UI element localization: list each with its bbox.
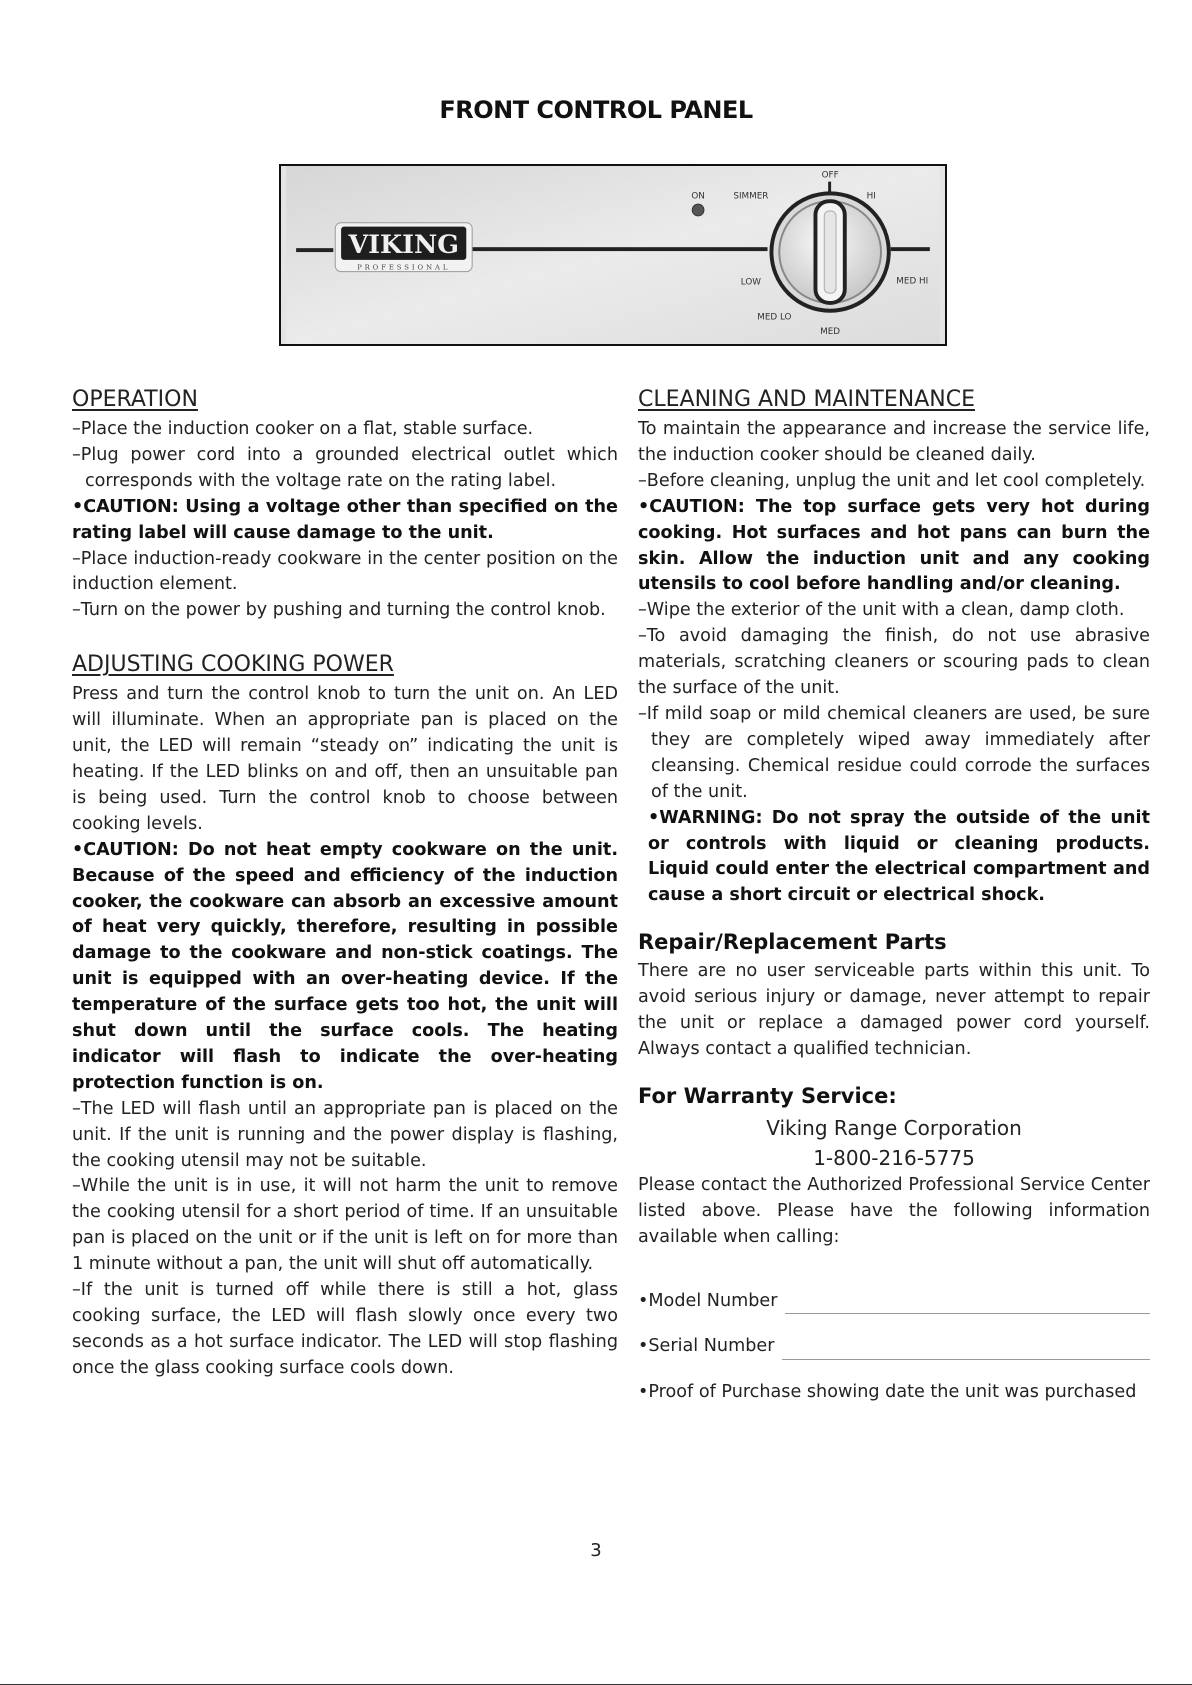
operation-caution-label: •CAUTION: bbox=[72, 496, 179, 517]
control-knob bbox=[771, 193, 888, 310]
repair-text: There are no user serviceable parts within this unit. To avoid serious injury or damage, never attempt to repair the unit or replace a damaged power cord yourself. Always contact a qualified technician. bbox=[638, 961, 1150, 1059]
operation-item-4: –Turn on the power by pushing and turning the control knob. bbox=[72, 600, 606, 621]
cleaning-warning bbox=[638, 806, 1150, 910]
model-number-line bbox=[785, 1295, 1150, 1314]
model-number-field bbox=[638, 1289, 1150, 1315]
cleaning-item-1: –Before cleaning, unplug the unit and let cool completely. bbox=[638, 470, 1146, 491]
cleaning-intro: To maintain the appearance and increase the service life, the induction cooker should be cleaned daily. bbox=[638, 419, 1150, 465]
viking-logo bbox=[335, 223, 472, 272]
dial-label-simmer: SIMMER bbox=[733, 191, 769, 202]
control-panel-image bbox=[279, 164, 947, 346]
serial-number-field bbox=[638, 1334, 1150, 1360]
cleaning-heading: CLEANING AND MAINTENANCE bbox=[638, 387, 975, 412]
adjusting-item-2: –While the unit is in use, it will not harm the unit to remove the cooking utensil for a short period of time. If an unsuitable pan is placed on the unit or if the unit is left on for more than 1 minute without a pan, the unit will shut off automatically. bbox=[72, 1176, 618, 1275]
page-number: 3 bbox=[590, 1540, 602, 1561]
dial-label-off: OFF bbox=[821, 170, 839, 181]
dial-label-med-lo: MED LO bbox=[757, 312, 792, 323]
operation-item-3: –Place induction-ready cookware in the center position on the induction element. bbox=[72, 548, 618, 595]
cleaning-caution bbox=[638, 495, 1150, 599]
left-column bbox=[72, 385, 618, 1382]
dial-label-hi: HI bbox=[866, 191, 876, 202]
operation-item-2: –Plug power cord into a grounded electrical outlet which corresponds with the voltage rate on the rating label. bbox=[72, 444, 618, 491]
proof-of-purchase: •Proof of Purchase showing date the unit was purchased bbox=[638, 1382, 1137, 1403]
warranty-phone: 1-800-216-5775 bbox=[813, 1145, 975, 1170]
dial-label-med-hi: MED HI bbox=[896, 276, 929, 287]
adjusting-caution-label: •CAUTION: bbox=[72, 839, 179, 860]
right-column bbox=[638, 385, 1150, 1406]
operation-item-1: –Place the induction cooker on a flat, stable surface. bbox=[72, 419, 534, 439]
dial-label-med: MED bbox=[820, 327, 841, 338]
warranty-text: Please contact the Authorized Professional Service Center listed above. Please have the following information available when calling: bbox=[638, 1174, 1150, 1247]
page-title: FRONT CONTROL PANEL bbox=[439, 96, 753, 124]
cleaning-caution-label: •CAUTION: bbox=[638, 496, 745, 517]
adjusting-item-3: –If the unit is turned off while there is still a hot, glass cooking surface, the LED will flash slowly once every two seconds as a hot surface indicator. The LED will stop flashing once the glass cooking surface cools down. bbox=[72, 1280, 618, 1378]
trim-line-right bbox=[891, 247, 930, 251]
led-indicator bbox=[692, 204, 704, 216]
cleaning-item-3: –To avoid damaging the finish, do not use abrasive materials, scratching cleaners or scouring pads to clean the surface of the unit. bbox=[638, 626, 1150, 699]
warranty-company: Viking Range Corporation bbox=[766, 1115, 1022, 1140]
serial-number-label: •Serial Number bbox=[638, 1336, 775, 1357]
operation-caution bbox=[72, 495, 618, 547]
trim-line-left bbox=[296, 248, 333, 252]
repair-heading: Repair/Replacement Parts bbox=[638, 930, 947, 955]
svg-text:PROFESSIONAL: PROFESSIONAL bbox=[357, 263, 451, 272]
dial-label-low: LOW bbox=[740, 277, 762, 288]
adjusting-caution bbox=[72, 838, 618, 1097]
model-number-label: •Model Number bbox=[638, 1290, 778, 1311]
adjusting-item-1: –The LED will flash until an appropriate pan is placed on the unit. If the unit is running and the power display is flashing, the cooking utensil may not be suitable. bbox=[72, 1098, 618, 1171]
cleaning-item-4: –If mild soap or mild chemical cleaners are used, be sure they are completely wiped away immediately after cleansing. Chemical residue could corrode the surfaces of the unit. bbox=[638, 703, 1150, 802]
cleaning-warning-text: Do not spray the outside of the unit or controls with liquid or cleaning products. Liquid could enter the electrical compartment and cause a short circuit or electrical shock. bbox=[648, 807, 1150, 906]
trim-line-center bbox=[472, 247, 767, 251]
adjusting-caution-text: Do not heat empty cookware on the unit. Because of the speed and efficiency of the induction cooker, the cookware can absorb an excessive amount of heat very quickly, therefore, resulting in possible damage to the cookware and non-stick coatings. The unit is equipped with an over-heating device. If the temperature of the surface gets too hot, the unit will shut down until the surface cools. The heating indicator will flash to indicate the over-heating protection function is on. bbox=[72, 839, 618, 1093]
adjusting-heading: ADJUSTING COOKING POWER bbox=[72, 652, 394, 678]
operation-caution-text: Using a voltage other than specified on the rating label will cause damage to the unit. bbox=[72, 496, 618, 543]
cleaning-warning-label: •WARNING: bbox=[648, 807, 763, 828]
warranty-heading: For Warranty Service: bbox=[638, 1083, 897, 1108]
operation-heading: OPERATION bbox=[72, 387, 198, 412]
adjusting-intro: Press and turn the control knob to turn the unit on. An LED will illuminate. When an appropriate pan is placed on the unit, the LED will remain “steady on” indicating the unit is heating. If the LED blinks on and off, then an unsuitable pan is being used. Turn the control knob to choose between cooking levels. bbox=[72, 684, 618, 834]
svg-text:VIKING: VIKING bbox=[348, 229, 459, 260]
serial-number-line bbox=[782, 1341, 1150, 1360]
on-label: ON bbox=[691, 191, 705, 202]
cleaning-item-2: –Wipe the exterior of the unit with a clean, damp cloth. bbox=[638, 600, 1125, 621]
cleaning-caution-text: The top surface gets very hot during cooking. Hot surfaces and hot pans can burn the skin. Allow the induction unit and any cooking utensils to cool before handling and/or cleaning. bbox=[638, 496, 1150, 595]
